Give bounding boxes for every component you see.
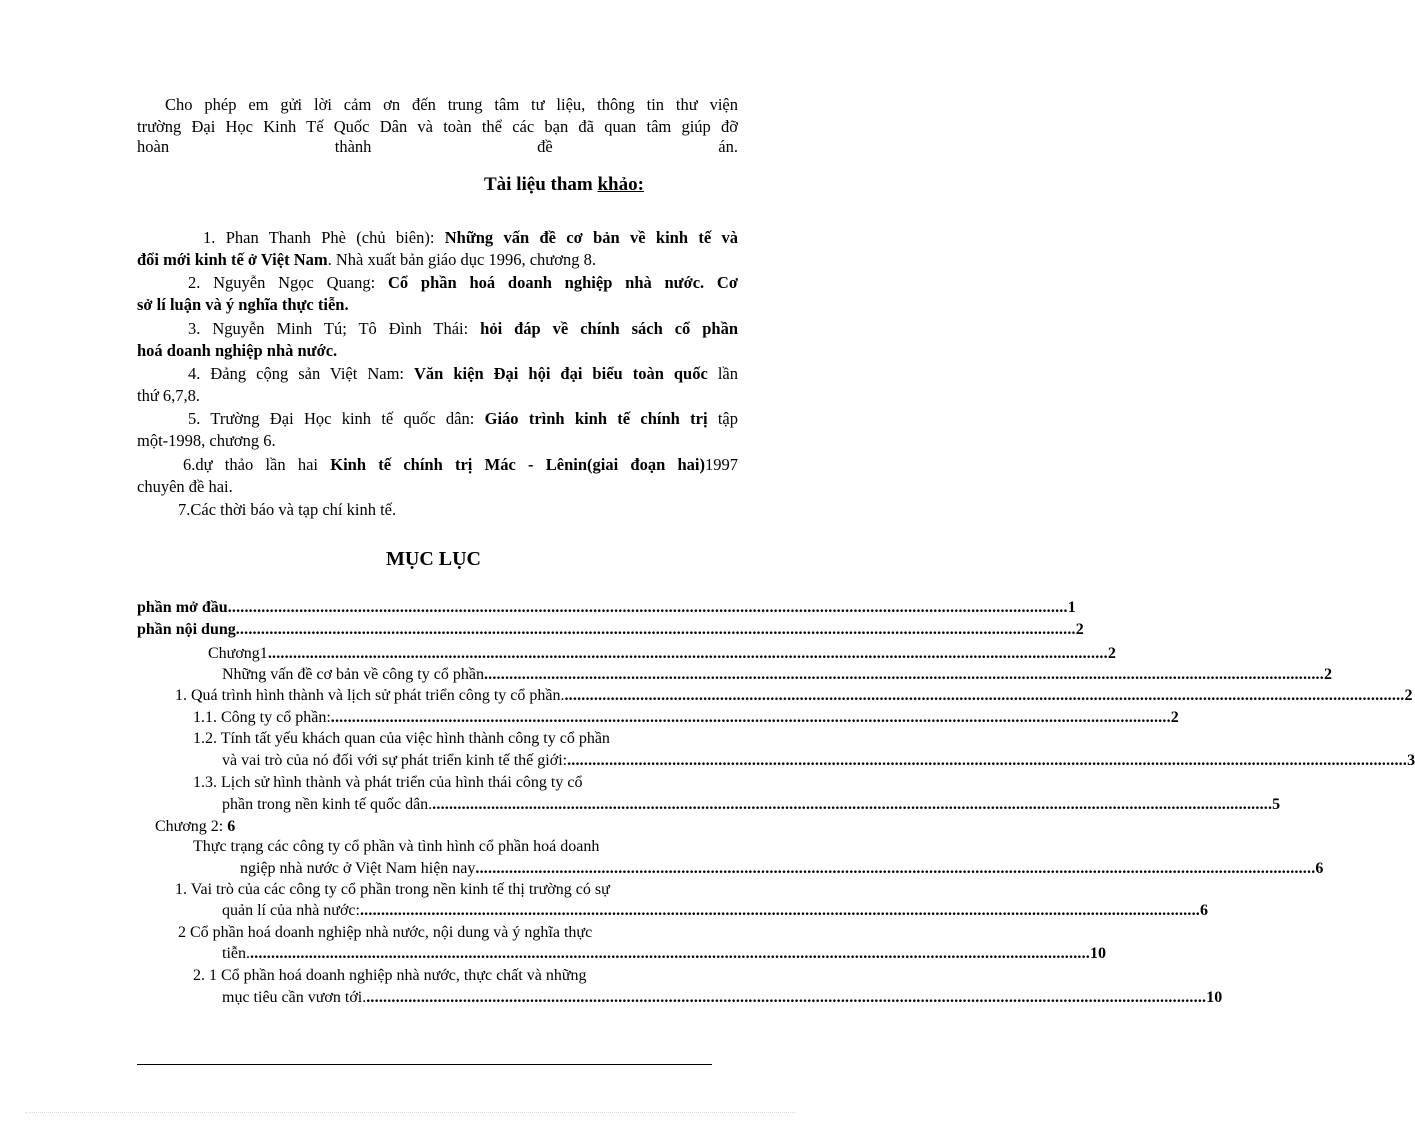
toc-entry-text: Thực trạng các công ty cổ phần và tình hình cổ phần hoá doanh xyxy=(193,838,600,855)
toc-entry xyxy=(137,598,1076,618)
reference-item xyxy=(203,227,738,249)
toc-entry-text: ngiệp nhà nước ở Việt Nam hiện nay xyxy=(240,860,476,877)
toc-entry xyxy=(208,644,1116,664)
toc-leader-dots: ........................................................................................................................................................................................................ xyxy=(235,621,1076,638)
reference-publisher: chuyên đề hai. xyxy=(137,477,233,496)
toc-entry xyxy=(222,901,1208,921)
references-title-main: Tài liệu tham xyxy=(484,174,598,195)
toc-entry xyxy=(155,817,235,837)
toc-entry xyxy=(175,686,1413,706)
reference-item-cont xyxy=(137,340,738,362)
reference-title: Những vấn đề cơ bản về kinh tế và xyxy=(444,228,738,247)
thanks-word: án. xyxy=(718,137,738,156)
thanks-line-1: Cho phép em gửi lời cảm ơn đến trung tâm tư liệu, thông tin thư viện xyxy=(165,95,738,114)
toc-entry-text: 1. Vai trò của các công ty cổ phần trong nền kinh tế thị trường có sự xyxy=(175,881,610,898)
toc-page-number: 2 xyxy=(1170,709,1179,726)
toc-entry-text: 1.3. Lịch sử hình thành và phát triển của hình thái công ty cổ xyxy=(193,774,583,791)
toc-page-number: 10 xyxy=(1206,989,1223,1006)
toc-leader-dots: ........................................................................................................................................................................................................ xyxy=(567,752,1408,769)
toc-leader-dots: ........................................................................................................................................................................................................ xyxy=(483,666,1324,683)
toc-entry-text: Những vấn đề cơ bản về công ty cổ phần xyxy=(222,666,484,683)
reference-tail: tập xyxy=(707,409,738,428)
toc-leader-dots: ........................................................................................................................................................................................................ xyxy=(564,687,1405,704)
reference-publisher: thứ 6,7,8. xyxy=(137,386,201,405)
reference-title: sở lí luận và ý nghĩa thực tiễn. xyxy=(137,295,349,314)
reference-item-cont xyxy=(137,294,738,316)
toc-entry xyxy=(222,795,1281,815)
toc-entry xyxy=(175,880,610,900)
reference-title: Kinh tế chính trị Mác - Lênin(giai đoạn hai) xyxy=(330,455,706,474)
toc-entry-text: tiễn. xyxy=(222,945,250,962)
reference-item xyxy=(188,363,738,385)
reference-publisher: một-1998, chương 6. xyxy=(137,431,276,450)
toc-page-number: 1 xyxy=(1067,599,1076,616)
toc-entry-text: Chương 2: xyxy=(155,818,228,835)
toc-entry xyxy=(222,944,1106,964)
toc-entry-text: 1.2. Tính tất yếu khách quan của việc hình thành công ty cổ phần xyxy=(193,730,610,747)
reference-item-cont xyxy=(137,385,738,407)
toc-entry-text: quản lí của nhà nước: xyxy=(222,902,360,919)
reference-item-cont xyxy=(137,249,738,271)
reference-item-cont xyxy=(137,476,738,498)
toc-page-number: 6 xyxy=(1199,902,1208,919)
toc-page-number: 10 xyxy=(1090,945,1106,962)
toc-entry-text: 2. 1 Cổ phần hoá doanh nghiệp nhà nước, thực chất và những xyxy=(193,967,587,984)
toc-page-number: 3 xyxy=(1407,752,1415,769)
reference-item-cont xyxy=(137,430,738,452)
toc-leader-dots: ........................................................................................................................................................................................................ xyxy=(267,645,1108,662)
toc-entry-text: phần nội dung xyxy=(137,621,236,638)
toc-leader-dots: ........................................................................................................................................................................................................ xyxy=(359,902,1200,919)
reference-tail: 1997 xyxy=(705,455,739,474)
reference-author: 4. Đảng cộng sản Việt Nam: xyxy=(188,364,415,383)
thanks-word: hoàn xyxy=(137,137,170,156)
thanks-word: đề xyxy=(537,137,553,156)
page-edge-dots xyxy=(25,1112,795,1113)
reference-title: Văn kiện Đại hội đại biểu toàn quốc xyxy=(414,364,708,383)
reference-title: hỏi đáp về chính sách cổ phần xyxy=(480,319,738,338)
toc-leader-dots: ........................................................................................................................................................................................................ xyxy=(330,709,1171,726)
reference-author: 1. Phan Thanh Phè (chủ biên): xyxy=(203,228,445,247)
toc-leader-dots: ........................................................................................................................................................................................................ xyxy=(432,796,1273,813)
toc-entry-text: Chương1 xyxy=(208,645,268,662)
toc-entry xyxy=(193,708,1179,728)
reference-title: đổi mới kinh tế ở Việt Nam xyxy=(137,250,328,269)
reference-title: Cổ phần hoá doanh nghiệp nhà nước. Cơ xyxy=(387,273,738,292)
toc-entry-text: 2 Cổ phần hoá doanh nghiệp nhà nước, nội dung và ý nghĩa thực xyxy=(178,924,593,941)
toc-entry xyxy=(137,620,1084,640)
toc-page-number: 2 xyxy=(1323,666,1332,683)
toc-entry xyxy=(222,751,1415,771)
reference-author: 2. Nguyễn Ngọc Quang: xyxy=(188,273,388,292)
toc-entry-text: phần mở đầu xyxy=(137,599,228,616)
toc-leader-dots: ........................................................................................................................................................................................................ xyxy=(475,860,1316,877)
footer-divider xyxy=(137,1064,712,1065)
reference-author: 6.dự thảo lần hai xyxy=(183,455,331,474)
toc-entry xyxy=(240,859,1324,879)
toc-entry xyxy=(178,923,592,943)
reference-author: 3. Nguyễn Minh Tú; Tô Đình Thái: xyxy=(188,319,481,338)
toc-page-number: 6 xyxy=(1315,860,1324,877)
reference-item xyxy=(188,408,738,430)
references-title xyxy=(484,174,644,196)
toc-entry xyxy=(193,837,599,857)
toc-entry-text: 1. Quá trình hình thành và lịch sử phát triển công ty cổ phần. xyxy=(175,687,565,704)
toc-entry-text: 1.1. Công ty cổ phần: xyxy=(193,709,331,726)
toc-page-number: 2 xyxy=(1075,621,1084,638)
toc-title: MỤC LỤC xyxy=(386,548,481,570)
toc-entry xyxy=(193,773,582,793)
toc-entry-text: mục tiêu cần vươn tới. xyxy=(222,989,367,1006)
reference-author: 5. Trường Đại Học kinh tế quốc dân: xyxy=(188,409,485,428)
reference-title: hoá doanh nghiệp nhà nước. xyxy=(137,341,338,360)
toc-entry xyxy=(193,966,587,986)
reference-tail: lần xyxy=(707,364,738,383)
reference-author: 7.Các thời báo và tạp chí kinh tế. xyxy=(178,500,397,519)
toc-leader-dots: ........................................................................................................................................................................................................ xyxy=(366,989,1207,1006)
toc-page-number: 2 xyxy=(1107,645,1116,662)
reference-title: Giáo trình kinh tế chính trị xyxy=(484,409,708,428)
toc-page-number: 5 xyxy=(1272,796,1281,813)
toc-leader-dots: ........................................................................................................................................................................................................ xyxy=(250,945,1090,962)
reference-item xyxy=(183,454,738,476)
references-title-underlined: khảo: xyxy=(597,174,644,195)
toc-entry-text: và vai trò của nó đối với sự phát triển kinh tế thế giới: xyxy=(222,752,568,769)
reference-item xyxy=(188,318,738,340)
toc-entry xyxy=(193,729,610,749)
toc-entry xyxy=(222,665,1332,685)
reference-item xyxy=(178,499,738,521)
reference-publisher: . Nhà xuất bản giáo dục 1996, chương 8. xyxy=(327,250,596,269)
toc-entry-text: phần trong nền kinh tế quốc dân. xyxy=(222,796,433,813)
thanks-line-3 xyxy=(137,136,738,158)
toc-page-number: 6 xyxy=(227,818,236,835)
reference-item xyxy=(188,272,738,294)
toc-entry xyxy=(222,988,1223,1008)
toc-page-number: 2 xyxy=(1404,687,1413,704)
thanks-line-2: trường Đại Học Kinh Tế Quốc Dân và toàn thể các bạn đã quan tâm giúp đỡ xyxy=(137,117,738,136)
thanks-word: thành xyxy=(334,137,372,156)
toc-leader-dots: ........................................................................................................................................................................................................ xyxy=(227,599,1068,616)
